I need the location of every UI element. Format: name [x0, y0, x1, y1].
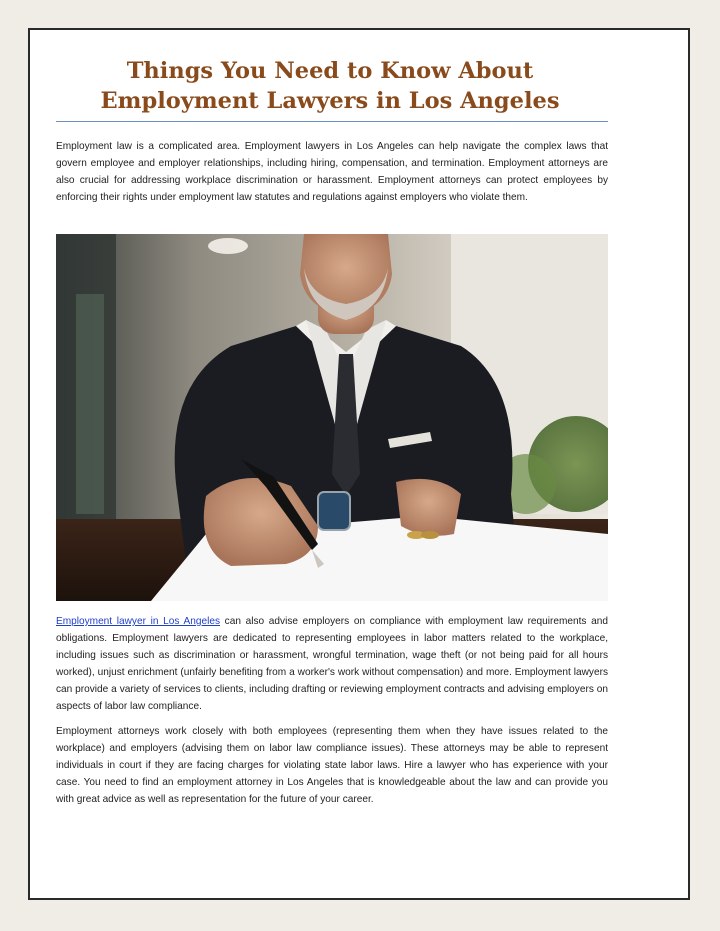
services-paragraph — [56, 614, 608, 715]
lawyer-photo — [56, 234, 608, 601]
services-paragraph-text: can also advise employers on compliance with employment law requirements and obligations. Employment lawyers are dedicated to representing employees in labor matters related to the workplace, including issues such as discrimination or harassment, wrongful termination, wage theft (or not being paid for all hours worked), unjust enrichment (unfairly benefiting from a worker's work without compensation) and more. Employment lawyers can provide a variety of services to clients, including drafting or reviewing employment contracts and advising employers on aspects of labor law compliance. — [56, 616, 608, 712]
page-title: Things You Need to Know About Employment Lawyers in Los Angeles — [100, 58, 560, 114]
title-divider — [56, 121, 608, 122]
attorneys-paragraph: Employment attorneys work closely with both employees (representing them when they have issues related to the workplace) and employers (advising them on labor law compliance issues). These attorneys may be able to represent individuals in court if they are facing charges for violating state labor laws. Hire a lawyer who has experience with your case. You need to find an employment attorney in Los Angeles that is knowledgeable about the law and can provide you with great advice as well as representation for the future of your career. — [56, 726, 608, 805]
intro-paragraph: Employment law is a complicated area. Employment lawyers in Los Angeles can help navigate the complex laws that govern employee and employer relationships, including hiring, compensation, and termination. Employment attorneys are also crucial for addressing workplace discrimination or harassment. Employment attorneys can protect employees by enforcing their rights under employment law statutes and regulations against employers who violate them. — [56, 141, 608, 203]
employment-lawyer-link[interactable]: Employment lawyer in Los Angeles — [56, 616, 220, 627]
